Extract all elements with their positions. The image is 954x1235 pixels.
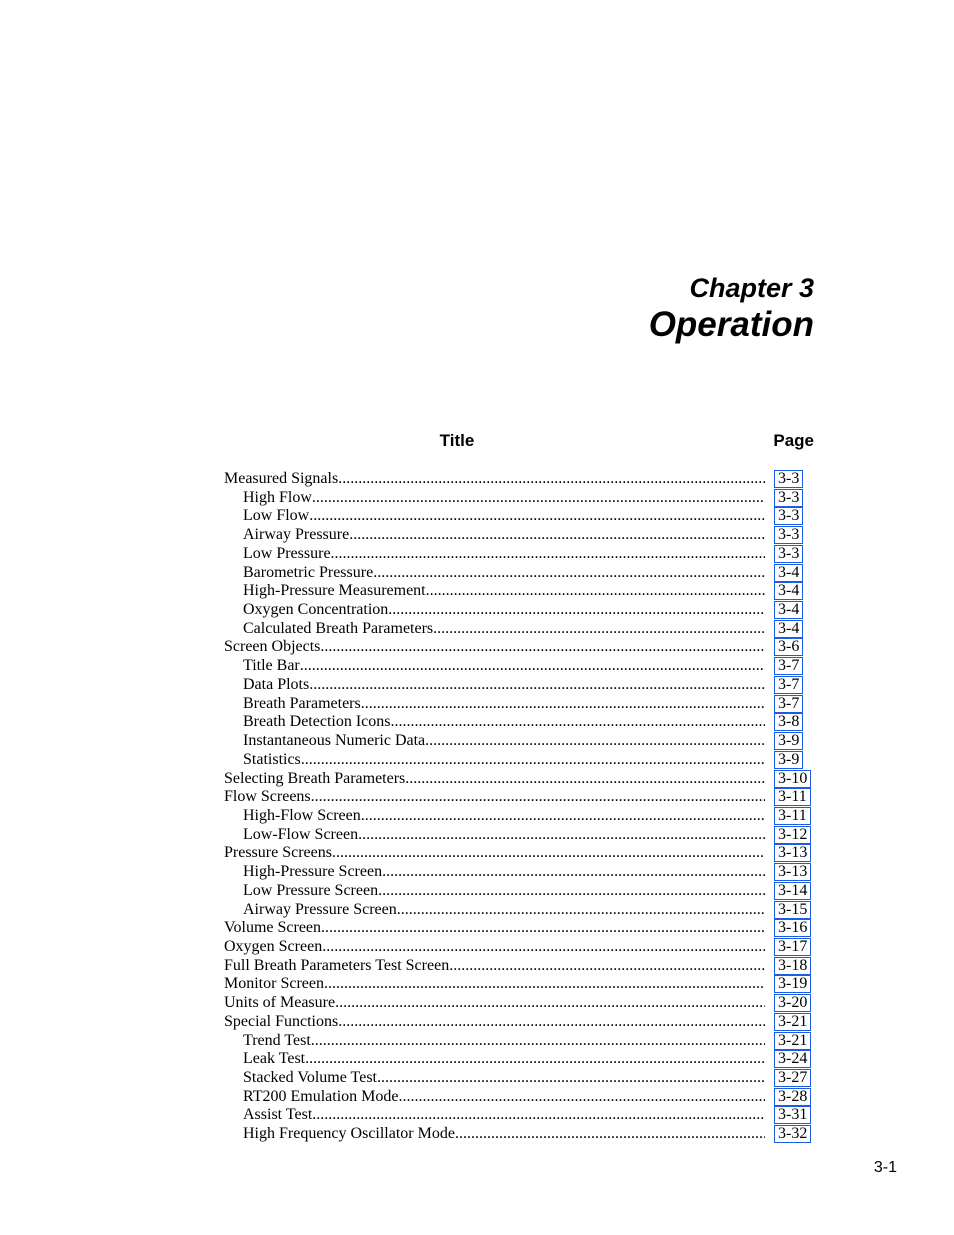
toc-page-cell [771, 469, 814, 489]
toc-entry[interactable] [224, 675, 814, 694]
toc-page-cell [771, 993, 814, 1013]
toc-entry-title: RT200 Emulation Mode [243, 1087, 399, 1105]
toc-entry-title: Low Pressure [243, 544, 331, 562]
toc-entry[interactable] [224, 731, 814, 750]
toc-page-cell [771, 694, 814, 714]
toc-leader-dots [455, 1125, 765, 1144]
toc-leader-dots [324, 975, 765, 994]
toc-page-cell [771, 656, 814, 676]
toc-entry-title: Flow Screens [224, 788, 311, 806]
toc-leader-dots [358, 826, 765, 845]
toc-entry[interactable] [224, 787, 814, 806]
toc-page-cell [771, 1124, 814, 1144]
toc-page-link[interactable]: 3-10 [774, 770, 811, 788]
toc-leader-dots [449, 957, 765, 976]
toc-leader-dots [361, 807, 765, 826]
toc-entry-title: Airway Pressure [243, 526, 350, 544]
toc-entry[interactable] [224, 918, 814, 937]
chapter-label: Chapter 3 [689, 273, 814, 303]
toc-leader-dots [335, 994, 765, 1013]
toc-leader-dots [311, 1032, 765, 1051]
toc-leader-dots [332, 844, 765, 863]
toc-page-cell [771, 862, 814, 882]
toc-entry[interactable] [224, 1068, 814, 1087]
toc-page-link[interactable]: 3-21 [774, 1013, 811, 1031]
toc-page-cell [771, 712, 814, 732]
toc-page-cell [771, 1012, 814, 1032]
toc-page-link[interactable]: 3-4 [774, 601, 803, 619]
toc-entry-title: Title Bar [243, 657, 300, 675]
toc-page-link[interactable]: 3-4 [774, 582, 803, 600]
toc-leader-dots [311, 788, 765, 807]
toc-entry-title: Volume Screen [224, 919, 322, 937]
toc-page-cell [771, 843, 814, 863]
toc-entry[interactable] [224, 1087, 814, 1106]
toc-page-cell [771, 1031, 814, 1051]
toc-page-cell [771, 956, 814, 976]
toc-page-link[interactable]: 3-14 [774, 882, 811, 900]
toc-entry-title: Monitor Screen [224, 975, 324, 993]
toc-entry[interactable] [224, 1105, 814, 1124]
toc-leader-dots [338, 1013, 765, 1032]
toc-page-link[interactable]: 3-4 [774, 620, 803, 638]
toc-page-link[interactable]: 3-3 [774, 507, 803, 525]
toc-page-cell [771, 600, 814, 620]
toc-entry[interactable] [224, 1012, 814, 1031]
toc-entry[interactable] [224, 843, 814, 862]
toc-page-cell [771, 918, 814, 938]
toc-entry-title: Oxygen Screen [224, 937, 323, 955]
toc-entry[interactable] [224, 900, 814, 919]
toc-leader-dots [373, 564, 765, 583]
toc-entry-title: Breath Detection Icons [243, 713, 391, 731]
toc-page-link[interactable]: 3-3 [774, 545, 803, 563]
toc-entry-title: Measured Signals [224, 470, 339, 487]
toc-entry[interactable] [224, 769, 814, 788]
toc-entry-title: Oxygen Concentration [243, 601, 389, 619]
toc-entry[interactable] [224, 637, 814, 656]
toc-entry[interactable] [224, 581, 814, 600]
toc-entry-title: Calculated Breath Parameters [243, 619, 434, 637]
toc-entry[interactable] [224, 506, 814, 525]
toc-entry[interactable] [224, 656, 814, 675]
toc-entry-title: Assist Test [243, 1106, 313, 1124]
toc-entry[interactable] [224, 806, 814, 825]
toc-page-cell [771, 787, 814, 807]
toc-entry-title: Low Pressure Screen [243, 881, 379, 899]
toc-entry-title: Pressure Screens [224, 844, 332, 862]
toc-page-cell [771, 900, 814, 920]
toc-leader-dots [320, 638, 765, 657]
toc-entry[interactable] [224, 712, 814, 731]
toc-page-cell [771, 806, 814, 826]
toc-entry[interactable] [224, 750, 814, 769]
toc-page-link[interactable]: 3-19 [774, 975, 811, 993]
toc-entry[interactable] [224, 619, 814, 638]
toc-entry[interactable] [224, 563, 814, 582]
toc-page-link[interactable]: 3-6 [774, 638, 803, 656]
toc-leader-dots [378, 882, 765, 901]
toc-leader-dots [321, 919, 765, 938]
toc-page-cell [771, 525, 814, 545]
toc-page-link[interactable]: 3-18 [774, 957, 811, 975]
toc-title-header: Title [439, 431, 475, 450]
toc-page-cell [771, 1049, 814, 1069]
toc-leader-dots [425, 732, 765, 751]
toc-page-cell [771, 619, 814, 639]
toc-page-cell [771, 937, 814, 957]
toc-leader-dots [388, 601, 765, 620]
toc-page-link[interactable]: 3-13 [774, 863, 811, 881]
toc-page-link[interactable]: 3-20 [774, 994, 811, 1012]
toc-entry-title: High-Flow Screen [243, 806, 361, 824]
toc-entry-title: Airway Pressure Screen [243, 900, 397, 918]
toc-leader-dots [305, 1050, 765, 1069]
toc-page-header: Page [773, 431, 814, 450]
toc-entry[interactable] [224, 1031, 814, 1050]
toc-entry-title: Selecting Breath Parameters [224, 769, 406, 787]
toc-page-cell [771, 563, 814, 583]
toc-entry-title: Leak Test [243, 1050, 306, 1068]
toc-page-link[interactable]: 3-4 [774, 564, 803, 582]
toc-page-link[interactable]: 3-8 [774, 713, 803, 731]
toc-page-cell [771, 769, 814, 789]
toc-leader-dots [300, 657, 765, 676]
toc-leader-dots [301, 751, 765, 770]
toc-entry-title: Low Flow [243, 507, 310, 525]
toc-leader-dots [382, 863, 765, 882]
toc-page-cell [771, 1068, 814, 1088]
toc-entry-title: Barometric Pressure [243, 563, 374, 581]
chapter-title: Operation [648, 305, 814, 344]
toc-leader-dots [338, 470, 765, 489]
toc-leader-dots [331, 545, 765, 564]
toc-entry-title: High Frequency Oscillator Mode [243, 1125, 455, 1143]
toc-page-link[interactable]: 3-28 [774, 1088, 811, 1106]
toc-page-link[interactable]: 3-12 [774, 826, 811, 844]
page-number: 3-1 [873, 1159, 897, 1176]
toc-leader-dots [405, 770, 765, 789]
toc-page-cell [771, 581, 814, 601]
toc-entry[interactable] [224, 1124, 814, 1143]
toc-leader-dots [391, 713, 766, 732]
toc-entry-title: Low-Flow Screen [243, 825, 359, 843]
toc-page-link[interactable]: 3-3 [774, 470, 803, 488]
toc-page-cell [771, 637, 814, 657]
toc-page-link[interactable]: 3-11 [774, 788, 811, 806]
toc-entry[interactable] [224, 544, 814, 563]
toc-page-link[interactable]: 3-9 [774, 732, 803, 750]
toc-page-cell [771, 1105, 814, 1125]
toc-entry-title: Trend Test [243, 1031, 311, 1049]
toc-entry-title: Full Breath Parameters Test Screen [224, 956, 450, 974]
toc-leader-dots [377, 1069, 765, 1088]
toc-page-link[interactable]: 3-9 [774, 751, 803, 769]
toc-page-cell [771, 1087, 814, 1107]
toc-entry[interactable] [224, 488, 814, 507]
toc-leader-dots [312, 1106, 765, 1125]
toc-page-link[interactable]: 3-7 [774, 657, 803, 675]
toc-page-link[interactable]: 3-15 [774, 901, 811, 919]
toc-page-link[interactable]: 3-16 [774, 919, 811, 937]
toc-page-cell [771, 825, 814, 845]
toc-entry-title: Data Plots [243, 675, 310, 693]
toc-entry-title: High Flow [243, 488, 312, 506]
toc-leader-dots [309, 676, 765, 695]
toc-leader-dots [433, 620, 765, 639]
toc-entry[interactable] [224, 993, 814, 1012]
toc-entry-title: Screen Objects [224, 638, 321, 656]
toc-page-link[interactable]: 3-31 [774, 1106, 811, 1124]
toc-page-link[interactable]: 3-3 [774, 526, 803, 544]
toc-leader-dots [322, 938, 765, 957]
toc-entry-title: Units of Measure [224, 994, 336, 1012]
toc-page-cell [771, 881, 814, 901]
toc-entry[interactable] [224, 600, 814, 619]
toc-page-link[interactable]: 3-24 [774, 1050, 811, 1068]
toc-entry[interactable] [224, 525, 814, 544]
toc-leader-dots [397, 901, 765, 920]
toc-page-link[interactable]: 3-13 [774, 844, 811, 862]
toc-page-link[interactable]: 3-11 [774, 807, 811, 825]
toc-leader-dots [349, 526, 765, 545]
table-of-contents [224, 469, 814, 1143]
toc-leader-dots [309, 507, 765, 526]
toc-page-link[interactable]: 3-27 [774, 1069, 811, 1087]
toc-entry[interactable] [224, 825, 814, 844]
toc-page-link[interactable]: 3-3 [774, 489, 803, 507]
toc-leader-dots [398, 1088, 765, 1107]
toc-page-cell [771, 488, 814, 508]
toc-entry[interactable] [224, 974, 814, 993]
toc-entry[interactable] [224, 694, 814, 713]
toc-entry[interactable] [224, 1049, 814, 1068]
toc-page-cell [771, 750, 814, 770]
toc-leader-dots [426, 582, 765, 601]
toc-page-cell [771, 675, 814, 695]
toc-page-cell [771, 544, 814, 564]
toc-leader-dots [312, 489, 765, 508]
toc-entry[interactable] [224, 956, 814, 975]
toc-entry-title: High-Pressure Screen [243, 863, 383, 881]
toc-page-cell [771, 731, 814, 751]
toc-page-cell [771, 506, 814, 526]
toc-page-link[interactable]: 3-7 [774, 676, 803, 694]
toc-page-link[interactable]: 3-21 [774, 1032, 811, 1050]
toc-page-link[interactable]: 3-17 [774, 938, 811, 956]
toc-entry-title: High-Pressure Measurement [243, 582, 426, 600]
toc-entry-title: Stacked Volume Test [243, 1069, 377, 1086]
toc-page-cell [771, 974, 814, 994]
toc-entry[interactable] [224, 469, 814, 488]
toc-leader-dots [361, 695, 765, 714]
toc-page-link[interactable]: 3-32 [774, 1125, 811, 1143]
toc-entry-title: Special Functions [224, 1012, 339, 1030]
toc-entry[interactable] [224, 937, 814, 956]
toc-entry-title: Breath Parameters [243, 694, 361, 712]
toc-entry[interactable] [224, 881, 814, 900]
toc-entry-title: Statistics [243, 750, 301, 768]
toc-entry-title: Instantaneous Numeric Data [243, 732, 426, 750]
toc-page-link[interactable]: 3-7 [774, 695, 803, 713]
toc-entry[interactable] [224, 862, 814, 881]
